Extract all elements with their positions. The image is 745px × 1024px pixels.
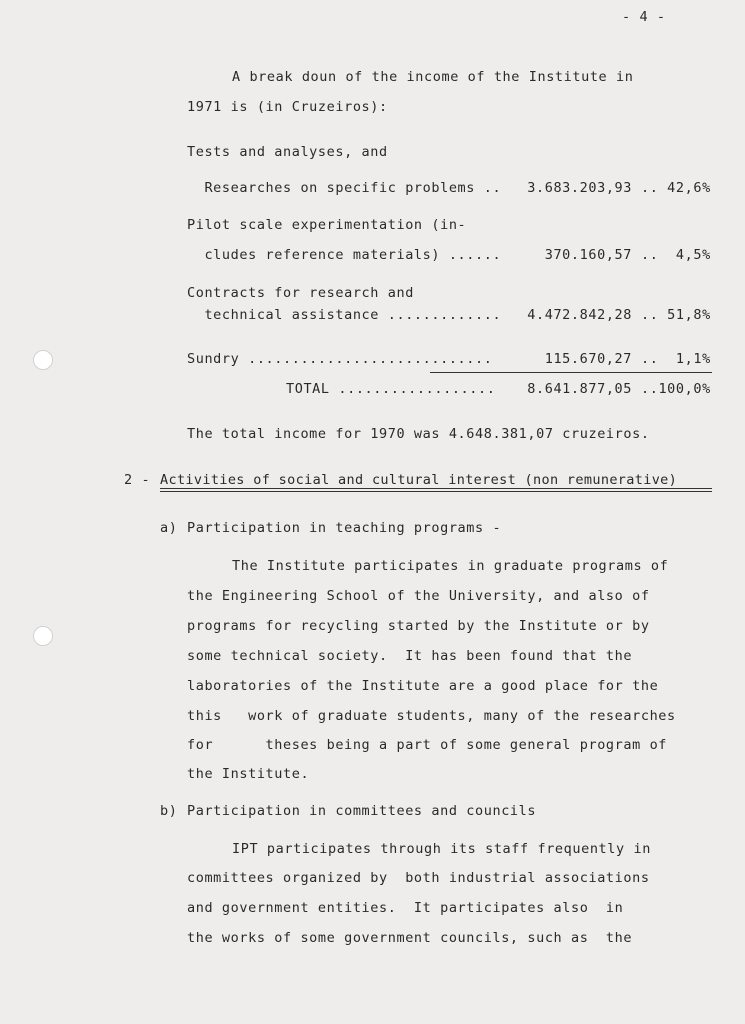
section-2-underline-1 (160, 488, 712, 489)
section-2-heading: Activities of social and cultural interest (non remunerative) (160, 472, 678, 488)
total-amount: 8.641.877,05 (527, 381, 632, 397)
punch-hole-top (33, 350, 53, 370)
row-tests-label-2: Researches on specific problems .. (187, 180, 502, 196)
total-1970-text: The total income for 1970 was 4.648.381,07 cruzeiros. (187, 426, 650, 442)
page-number: - 4 - (622, 9, 666, 25)
row-contracts-label-2: technical assistance ............. (187, 307, 502, 323)
row-tests-percent: .. 42,6% (641, 180, 711, 196)
total-percent: ..100,0% (641, 381, 711, 397)
intro-line-2: 1971 is (in Cruzeiros): (187, 99, 388, 115)
row-contracts-label-1: Contracts for research and (187, 285, 414, 301)
row-contracts-amount: 4.472.842,28 (527, 307, 632, 323)
item-a-label: a) (160, 520, 178, 536)
intro-line-1: A break doun of the income of the Institute in (232, 69, 634, 85)
row-pilot-amount: 370.160,57 (544, 247, 632, 263)
total-label: TOTAL .................. (286, 381, 496, 397)
item-a-heading: Participation in teaching programs - (187, 520, 502, 536)
punch-hole-bottom (33, 626, 53, 646)
section-2-number: 2 - (124, 472, 151, 488)
row-pilot-percent: .. 4,5% (641, 247, 711, 263)
item-b-line-4: the works of some government councils, such as the (187, 930, 633, 946)
row-sundry-amount: 115.670,27 (544, 351, 632, 367)
item-a-line-6: this work of graduate students, many of the researches (187, 708, 676, 724)
item-a-line-8: the Institute. (187, 766, 310, 782)
row-tests-label-1: Tests and analyses, and (187, 144, 388, 160)
item-a-line-4: some technical society. It has been found that the (187, 648, 633, 664)
item-b-line-1: IPT participates through its staff frequently in (232, 841, 651, 857)
row-pilot-label-1: Pilot scale experimentation (in- (187, 217, 467, 233)
item-a-line-1: The Institute participates in graduate programs of (232, 558, 669, 574)
item-a-line-7: for theses being a part of some general program of (187, 737, 668, 753)
item-a-line-3: programs for recycling started by the Institute or by (187, 618, 650, 634)
row-sundry-percent: .. 1,1% (641, 351, 711, 367)
row-tests-amount: 3.683.203,93 (527, 180, 632, 196)
item-b-line-2: committees organized by both industrial associations (187, 870, 650, 886)
item-a-line-2: the Engineering School of the University, and also of (187, 588, 650, 604)
row-contracts-percent: .. 51,8% (641, 307, 711, 323)
row-pilot-label-2: cludes reference materials) ...... (187, 247, 502, 263)
item-b-label: b) (160, 803, 178, 819)
item-b-heading: Participation in committees and councils (187, 803, 537, 819)
total-rule (430, 372, 712, 373)
row-sundry-label: Sundry ............................ (187, 351, 493, 367)
item-a-line-5: laboratories of the Institute are a good place for the (187, 678, 659, 694)
item-b-line-3: and government entities. It participates also in (187, 900, 624, 916)
section-2-underline-2 (160, 491, 712, 492)
